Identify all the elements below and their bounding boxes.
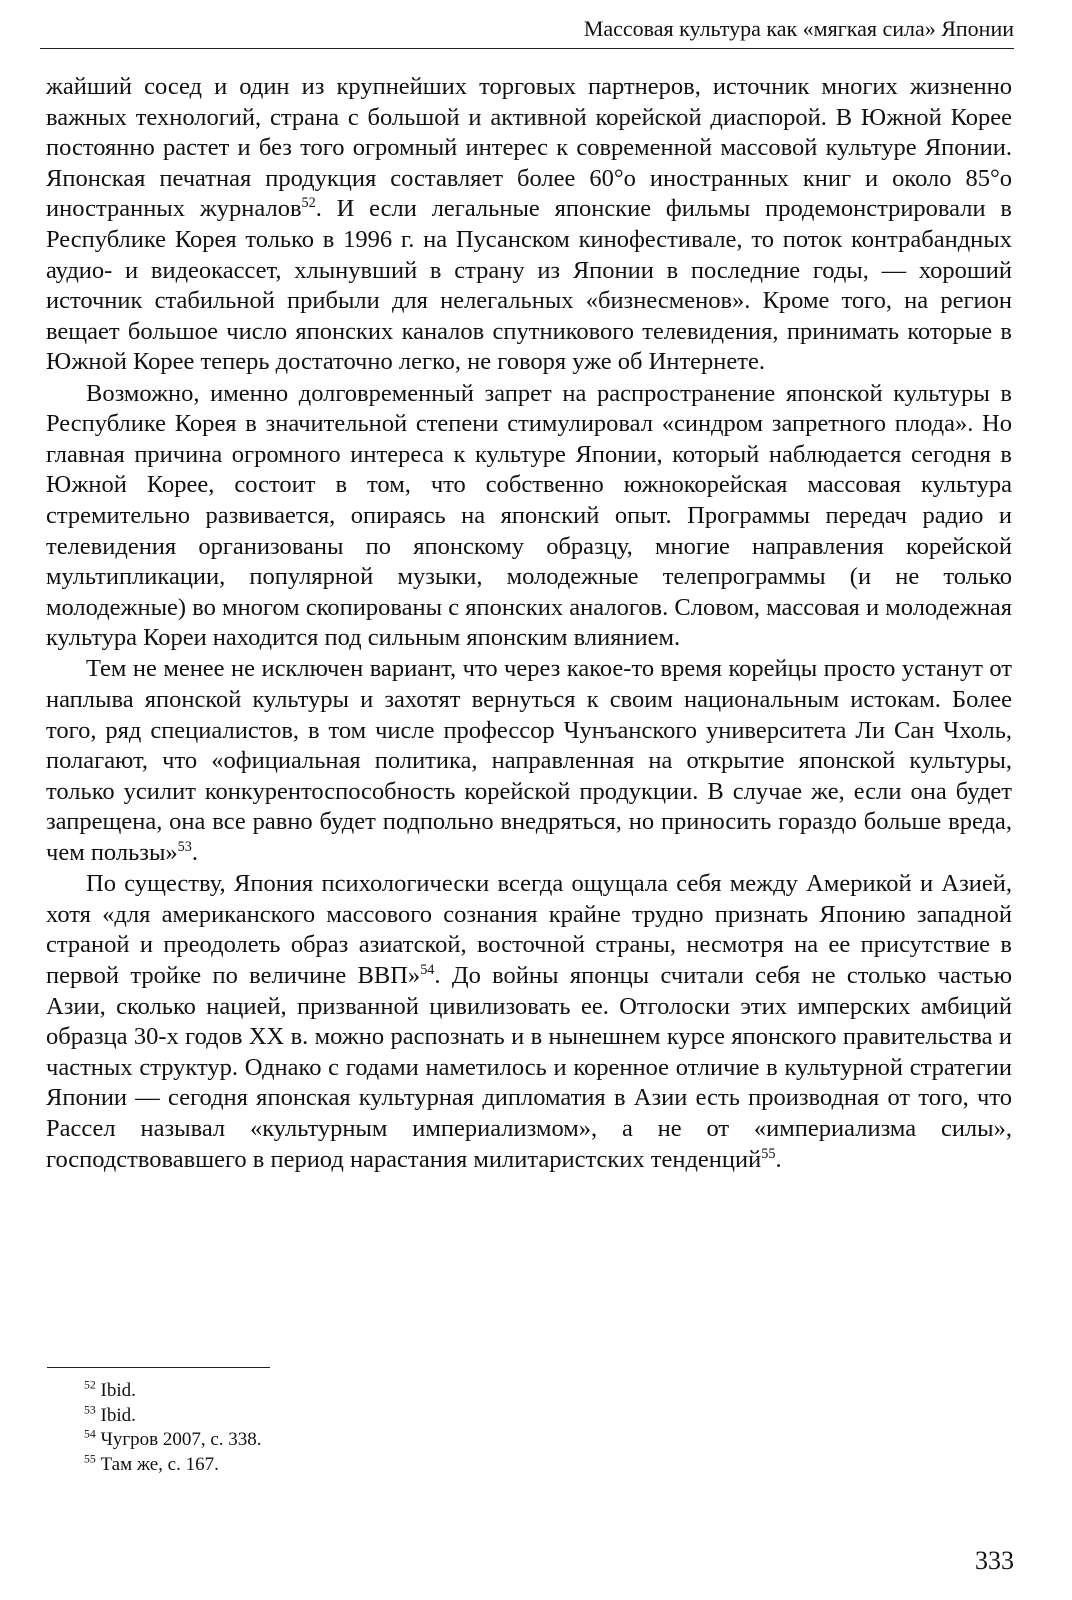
footnote-ref-55: 55 <box>761 1145 776 1162</box>
paragraph-text: . И если легальные японские фильмы продемонстрировали в Республике Корея только в 1996 г. на Пусанском кинофестивале, то поток контрабандных аудио- и видеокассет, хлынувший в страну из Японии в последние годы, — хороший источник стабильной прибыли для нелегальных «бизнесменов». Кроме того, на регион вещает большое число японских каналов спутникового телевидения, принимать которые в Южной Корее теперь достаточно легко, не говоря уже об Интернете. <box>46 195 1012 376</box>
footnote-number: 52 <box>84 1378 96 1392</box>
footnote-number: 55 <box>84 1451 96 1465</box>
body-text <box>46 72 1012 1175</box>
footnote-rule <box>47 1367 270 1368</box>
footnote <box>84 1453 784 1478</box>
paragraph-text: . <box>775 1145 782 1173</box>
footnote-text: Ibid. <box>100 1380 136 1401</box>
paragraph-text: . <box>191 839 198 867</box>
paragraph-text: жайший сосед и один из крупнейших торговых партнеров, источник многих жизненно важных технологий, страна с большой и активной корейской диаспорой. В Южной Корее постоянно растет и без того огромный интерес к современной массовой культуре Японии. Японская печатная продукция составляет более 60°о иностранных книг и около 85°о иностранных журналов <box>46 73 1012 223</box>
paragraph-3 <box>46 654 1012 868</box>
paragraph-text: Тем не менее не исключен вариант, что через какое-то время корейцы просто устанут от наплыва японской культуры и захотят вернуться к своим национальным истокам. Более того, ряд специалистов, в том числе профессор Чунъанского университета Ли Сан Чхоль, полагают, что «официальная политика, направленная на открытие японской культуры, только усилит конкурентоспособность корейской продукции. В случае же, если она будет запрещена, она все равно будет подпольно внедряться, но приносить гораздо больше вреда, чем пользы» <box>46 655 1012 867</box>
footnote-text: Там же, с. 167. <box>100 1453 219 1475</box>
page-number: 333 <box>975 1546 1014 1575</box>
paragraph-4 <box>46 869 1012 1175</box>
paragraph-text: По существу, Япония психологически всегда ощущала себя между Америкой и Азией, хотя «для американского массового сознания крайне трудно признать Японию западной страной и преодолеть образ азиатской, восточной страны, несмотря на ее присутствие в первой тройке по величине ВВП» <box>46 870 1012 989</box>
footnotes <box>84 1379 784 1477</box>
footnote-ref-53: 53 <box>177 838 192 855</box>
header-rule <box>40 48 1014 49</box>
paragraph-text: . До войны японцы считали себя не столько частью Азии, сколько нацией, призванной цивилизовать ее. Отголоски этих имперских амбиций образца 30-х годов XX в. можно распознать и в нынешнем курсе японского правительства и частных структур. Однако с годами наметилось и коренное отличие в культурной стратегии Японии — сегодня японская культурная дипломатия в Азии есть производная от того, что Рассел называл «культурным империализмом», а не от «империализма силы», господствовавшего в период нарастания милитаристских тенденций <box>46 962 1012 1173</box>
footnote-ref-54: 54 <box>420 961 435 978</box>
footnote <box>84 1379 784 1404</box>
paragraph-1 <box>46 72 1012 378</box>
footnote-number: 54 <box>84 1427 96 1441</box>
paragraph-text: Возможно, именно долговременный запрет на распространение японской культуры в Республике Корея в значительной степени стимулировал «синдром запретного плода». Но главная причина огромного интереса к культуре Японии, который наблюдается сегодня в Южной Корее, состоит в том, что собственно южнокорейская массовая культура стремительно развивается, опираясь на японский опыт. Программы передач радио и телевидения организованы по японскому образцу, многие направления корейской мультипликации, популярной музыки, молодежные телепрограммы (и не только молодежные) во многом скопированы с японских аналогов. Словом, массовая и молодежная культура Кореи находится под сильным японским влиянием. <box>46 379 1012 652</box>
footnote <box>84 1428 784 1453</box>
footnote-ref-52: 52 <box>301 195 316 212</box>
footnote-text: Ibid. <box>100 1404 136 1426</box>
paragraph-2 <box>46 379 1012 654</box>
footnote-number: 53 <box>84 1402 96 1416</box>
running-head: Массовая культура как «мягкая сила» Японии <box>583 16 1014 41</box>
footnote-text: Чугров 2007, с. 338. <box>100 1429 262 1450</box>
footnote <box>84 1404 784 1429</box>
